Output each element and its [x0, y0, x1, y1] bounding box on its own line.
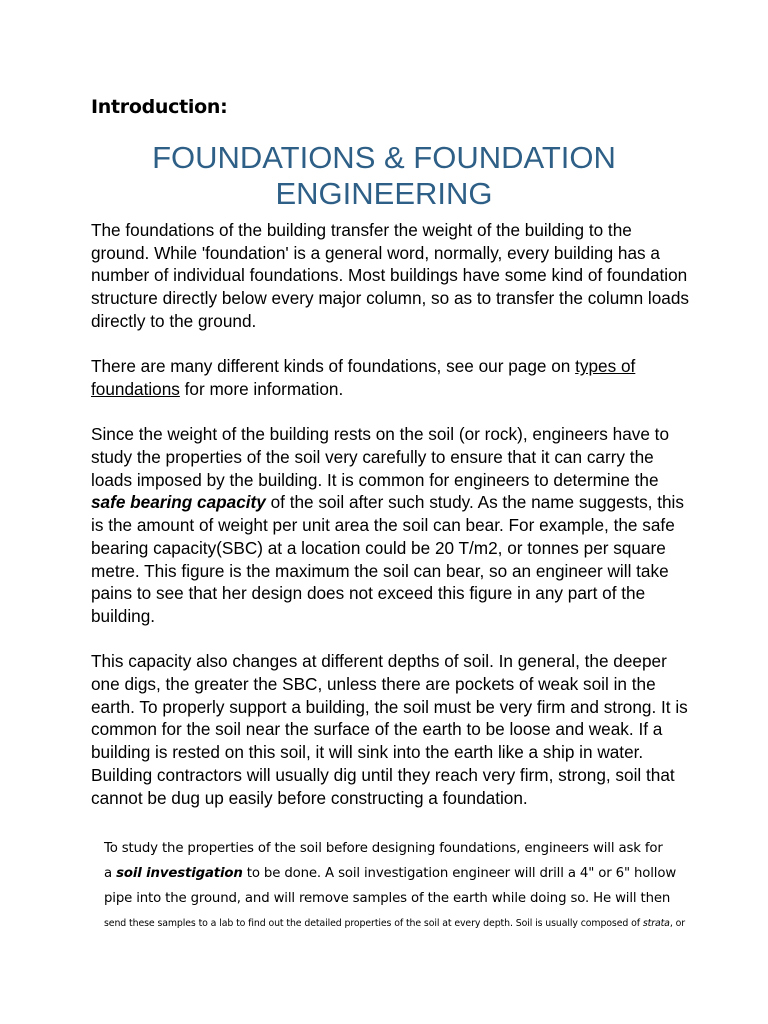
paragraph-3-text-end: of the soil after such study. As the name suggests, this is the amount of weight per unit area the soil can bear. For example, the safe bearing capacity(SBC) at a location could be 20 T/m2, or tonnes per square metre. This figure is the maximum the soil can bear, so an engineer will take pains to see that her design does not exceed this figure in any part of the building.: [91, 492, 684, 626]
document-title: [60, 140, 708, 212]
paragraph-3-text-start: Since the weight of the building rests on the soil (or rock), engineers have to study the properties of the soil very carefully to ensure that it can carry the loads imposed by the building. It is common for engineers to determine the: [91, 424, 670, 490]
types-of-foundations-link[interactable]: types of foundations: [91, 356, 636, 399]
paragraph-4: This capacity also changes at different depths of soil. In general, the deeper one digs, the greater the SBC, unless there are pockets of weak soil in the earth. To properly support a building, the soil must be very firm and strong. It is common for the soil near the surface of the earth to be loose and weak. If a building is rested on this soil, it will sink into the earth like a ship in water. Building contractors will usually dig until they reach very firm, strong, soil that cannot be dug up easily before constructing a foundation.: [91, 651, 688, 808]
paragraph-2-text-end: for more information.: [179, 378, 344, 399]
strata-term: strata: [642, 918, 670, 929]
closing-line-3: pipe into the ground, and will remove samples of the earth while doing so. He will then: [104, 891, 671, 906]
paragraph-1: The foundations of the building transfer the weight of the building to the ground. While 'foundation' is a general word, normally, every building has a number of individual foundations. Most buildings have some kind of foundation structure directly below every major column, so as to transfer the column loads directly to the ground.: [91, 220, 689, 331]
closing-line-2-start: a: [104, 866, 117, 881]
closing-line-2: [104, 861, 744, 886]
section-heading: Introduction:: [91, 96, 228, 118]
paragraph-3: [91, 423, 691, 627]
paragraph-2-text-start: There are many different kinds of foundations, see our page on: [91, 356, 576, 377]
paragraph-2: [91, 355, 691, 400]
closing-line-4: [104, 911, 744, 936]
closing-line-2-end: to be done. A soil investigation engineer will drill a 4" or 6" hollow: [242, 866, 677, 881]
safe-bearing-capacity-term: safe bearing capacity: [91, 492, 266, 513]
closing-line-4-end: , or: [669, 918, 685, 929]
title-line-2: ENGINEERING: [275, 176, 493, 211]
body-text: [91, 219, 691, 832]
closing-line-4-start: send these samples to a lab to find out the detailed properties of the soil at every depth. Soil is usually composed of: [104, 918, 643, 929]
closing-paragraph: [104, 836, 744, 936]
closing-line-1: To study the properties of the soil before designing foundations, engineers will ask for: [104, 841, 663, 856]
title-line-1: FOUNDATIONS & FOUNDATION: [152, 140, 616, 175]
soil-investigation-term: soil investigation: [116, 866, 243, 881]
